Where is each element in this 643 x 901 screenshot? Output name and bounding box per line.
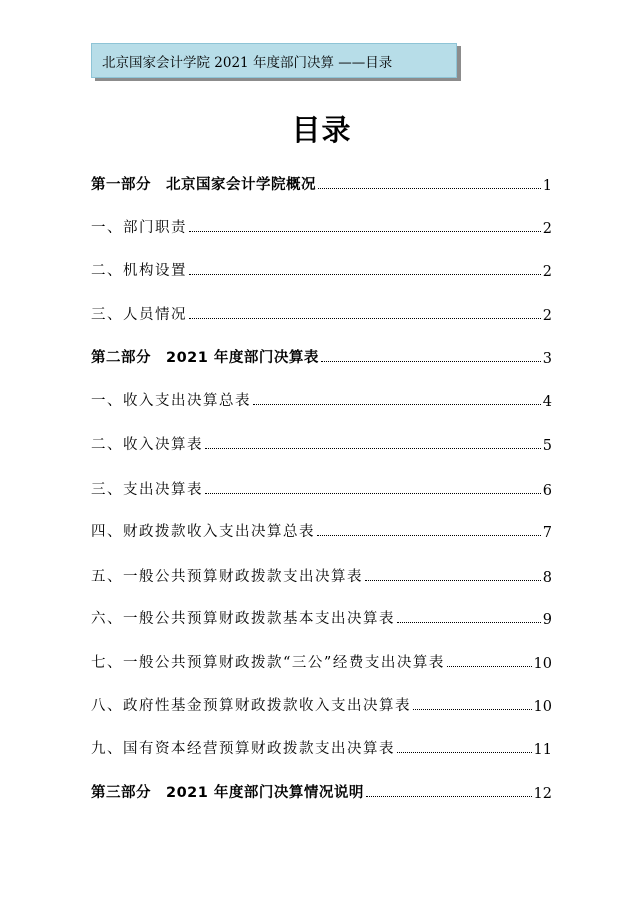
toc-entry-part-3[interactable] <box>91 778 552 802</box>
toc-page-number: 11 <box>533 742 552 758</box>
toc-page-number: 1 <box>542 178 552 194</box>
toc-entry-label: 五、一般公共预算财政拨款支出决算表 <box>91 569 363 585</box>
toc-page-number: 7 <box>542 525 552 541</box>
toc-page-number: 4 <box>542 394 552 410</box>
toc-page-number: 2 <box>542 221 552 237</box>
toc-entry-label: 三、人员情况 <box>91 307 187 323</box>
toc-entry-table-1[interactable] <box>91 386 552 410</box>
toc-page-number: 10 <box>533 699 552 715</box>
toc-page-number: 2 <box>542 264 552 280</box>
toc-dot-leader <box>397 622 541 623</box>
toc-dot-leader <box>189 274 541 275</box>
toc-entry-table-9[interactable] <box>91 734 552 758</box>
toc-entry-label: 第一部分 北京国家会计学院概况 <box>91 177 316 193</box>
toc-entry-table-8[interactable] <box>91 691 552 715</box>
toc-dot-leader <box>317 535 541 536</box>
toc-entry-label: 二、收入决算表 <box>91 437 203 453</box>
toc-page-number: 12 <box>533 786 552 802</box>
toc-dot-leader <box>189 318 541 319</box>
toc-entry-label: 六、一般公共预算财政拨款基本支出决算表 <box>91 611 395 627</box>
toc-entry-duties[interactable] <box>91 213 552 237</box>
toc-entry-part-2[interactable] <box>91 343 552 367</box>
toc-page-number: 2 <box>542 308 552 324</box>
toc-entry-table-2[interactable] <box>91 430 552 454</box>
toc-page-number: 10 <box>533 656 552 672</box>
toc-page-number: 9 <box>542 612 552 628</box>
toc-entry-part-1[interactable] <box>91 170 552 194</box>
toc-dot-leader <box>397 752 532 753</box>
toc-dot-leader <box>189 231 541 232</box>
toc-dot-leader <box>253 404 541 405</box>
toc-entry-label: 八、政府性基金预算财政拨款收入支出决算表 <box>91 698 411 714</box>
toc-page-number: 3 <box>542 351 552 367</box>
toc-entry-label: 一、部门职责 <box>91 220 187 236</box>
header-banner-text: 北京国家会计学院 2021 年度部门决算 ——目录 <box>102 54 393 71</box>
header-banner <box>91 43 457 78</box>
toc-entry-label: 七、一般公共预算财政拨款“三公”经费支出决算表 <box>91 655 445 671</box>
toc-entry-label: 一、收入支出决算总表 <box>91 393 251 409</box>
toc-entry-table-6[interactable] <box>91 604 552 628</box>
toc-entry-table-3[interactable] <box>91 475 552 499</box>
toc-entry-organization[interactable] <box>91 256 552 280</box>
toc-entry-label: 第三部分 2021 年度部门决算情况说明 <box>91 785 364 801</box>
toc-dot-leader <box>321 361 541 362</box>
toc-entry-label: 二、机构设置 <box>91 263 187 279</box>
toc-entry-table-7[interactable] <box>91 648 552 672</box>
toc-dot-leader <box>365 580 541 581</box>
toc-dot-leader <box>205 493 541 494</box>
toc-dot-leader <box>205 448 541 449</box>
toc-entry-label: 九、国有资本经营预算财政拨款支出决算表 <box>91 741 395 757</box>
toc-entry-label: 三、支出决算表 <box>91 482 203 498</box>
toc-page-number: 5 <box>542 438 552 454</box>
toc-entry-table-5[interactable] <box>91 562 552 586</box>
toc-page-number: 6 <box>542 483 552 499</box>
toc-dot-leader <box>447 666 532 667</box>
toc-entry-staff[interactable] <box>91 300 552 324</box>
toc-entry-table-4[interactable] <box>91 517 552 541</box>
toc-entry-label: 第二部分 2021 年度部门决算表 <box>91 350 319 366</box>
page-title: 目录 <box>291 113 352 147</box>
toc-dot-leader <box>318 188 541 189</box>
toc-page-number: 8 <box>542 570 552 586</box>
toc-dot-leader <box>413 709 532 710</box>
toc-dot-leader <box>366 796 532 797</box>
toc-entry-label: 四、财政拨款收入支出决算总表 <box>91 524 315 540</box>
